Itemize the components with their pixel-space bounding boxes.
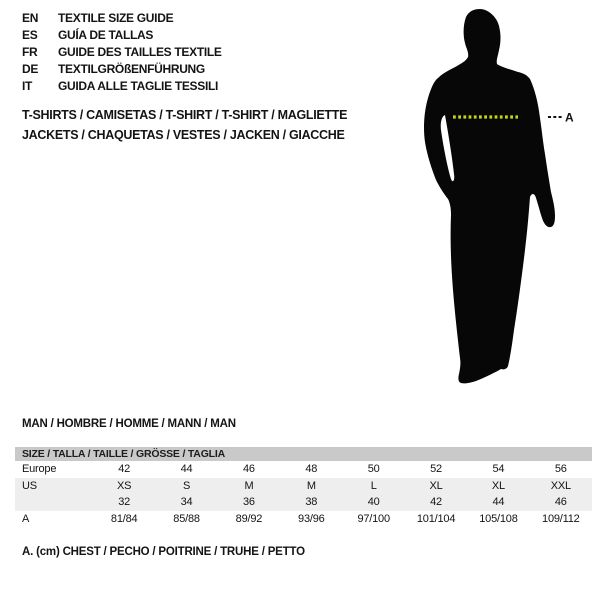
table-cell: 38 [305, 496, 318, 508]
table-cell: 85/88 [173, 512, 200, 525]
table-row-chest-a [15, 511, 592, 528]
table-cell: 36 [243, 496, 255, 508]
table-cell: 34 [180, 496, 193, 508]
table-cell: 52 [430, 463, 442, 475]
table-cell: 81/84 [110, 512, 138, 525]
table-cell: 50 [367, 463, 380, 475]
language-item-fr [22, 44, 222, 61]
table-cell: 105/108 [479, 512, 518, 525]
language-list [22, 10, 222, 95]
category-line-tshirts: T-SHIRTS / CAMISETAS / T-SHIRT / T-SHIRT / MAGLIETTE [22, 108, 348, 122]
table-cell: 89/92 [235, 512, 263, 525]
row-label: Europe [22, 463, 57, 475]
language-item-es [22, 27, 222, 44]
table-cell: 97/100 [357, 512, 390, 525]
language-item-de [22, 61, 222, 78]
row-label [15, 494, 93, 511]
table-cell: 56 [554, 463, 567, 475]
language-code: DE [22, 62, 39, 76]
table-cell: 44 [180, 463, 193, 475]
table-cell: M [306, 479, 316, 492]
man-silhouette [424, 9, 555, 383]
language-label: GUIDE DES TAILLES TEXTILE [58, 45, 222, 59]
language-code: ES [22, 28, 38, 42]
table-cell: XXL [550, 479, 571, 492]
man-silhouette-figure [408, 0, 600, 410]
table-cell: L [370, 479, 377, 492]
table-cell: XS [117, 479, 132, 492]
language-code: EN [22, 11, 39, 25]
language-label: GUIDA ALLE TAGLIE TESSILI [58, 79, 219, 93]
row-label: US [22, 479, 37, 492]
table-row-europe [15, 461, 592, 478]
table-row-us [15, 478, 592, 495]
table-cell: S [182, 479, 191, 492]
table-cell: 54 [492, 463, 505, 475]
table-cell: 42 [118, 463, 131, 475]
table-cell: 44 [492, 496, 505, 508]
size-table [15, 447, 592, 527]
table-cell: 40 [367, 496, 380, 508]
table-cell: 48 [305, 463, 318, 475]
chest-footnote: A. (cm) CHEST / PECHO / POITRINE / TRUHE / PETTO [22, 546, 305, 558]
table-cell: 46 [554, 496, 567, 508]
table-cell: 101/104 [416, 512, 456, 525]
size-table-header: SIZE / TALLA / TAILLE / GRÖSSE / TAGLIA [15, 447, 592, 461]
table-cell: XL [429, 479, 443, 492]
row-label: A [22, 512, 30, 525]
table-cell: M [244, 479, 254, 492]
language-item-en [22, 10, 222, 27]
table-row-alt-size [15, 494, 592, 511]
language-label: TEXTILGRÖßENFÜHRUNG [58, 62, 205, 76]
table-cell: 32 [118, 496, 131, 508]
table-cell: 42 [430, 496, 442, 508]
table-cell: 109/112 [542, 512, 580, 525]
language-item-it [22, 78, 222, 95]
language-code: FR [22, 45, 38, 59]
category-lines [22, 105, 347, 145]
table-cell: 46 [243, 463, 255, 475]
section-title: MAN / HOMBRE / HOMME / MANN / MAN [22, 418, 236, 430]
language-label: GUÍA DE TALLAS [58, 28, 154, 42]
language-code: IT [22, 79, 33, 93]
language-label: TEXTILE SIZE GUIDE [58, 11, 174, 25]
measure-label-a: A [565, 110, 574, 125]
category-line-jackets: JACKETS / CHAQUETAS / VESTES / JACKEN / GIACCHE [22, 128, 345, 142]
table-cell: 93/96 [298, 512, 325, 525]
table-cell: XL [491, 479, 505, 492]
